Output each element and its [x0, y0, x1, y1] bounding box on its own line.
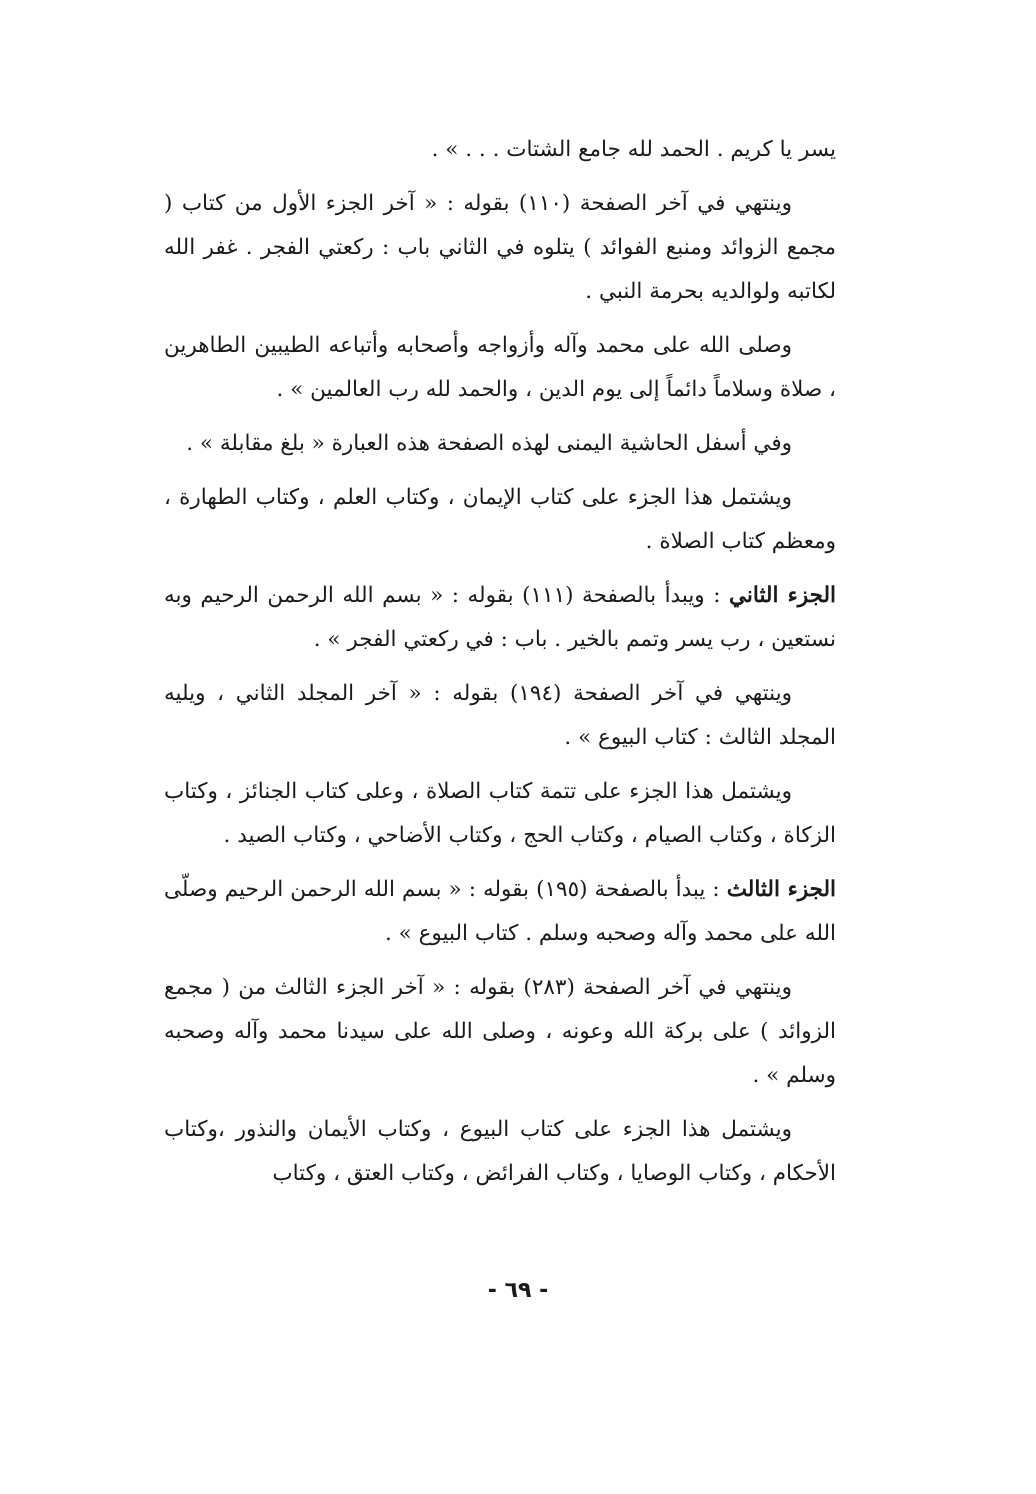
paragraph-part2-ending [164, 672, 836, 760]
part-heading: الجزء الثاني [728, 583, 836, 608]
paragraph-text: وينتهي في آخر الصفحة (٢٨٣) بقوله : « آخر الجزء الثالث من ( مجمع الزوائد ) على بركة الله وعونه ، وصلى الله على سيدنا محمد وآله وصحبه وسلم » . [164, 975, 836, 1088]
paragraph-text: وفي أسفل الحاشية اليمنى لهذه الصفحة هذه العبارة « بلغ مقابلة » . [186, 431, 792, 456]
part-heading: الجزء الثالث [726, 877, 836, 902]
paragraph-part2-start [164, 574, 836, 662]
paragraph-continuation [164, 128, 836, 172]
paragraph-text: وينتهي في آخر الصفحة (١١٠) بقوله : « آخر الجزء الأول من كتاب ( مجمع الزوائد ومنبع الفوائد ) يتلوه في الثاني باب : ركعتي الفجر . غفر الله لكاتبه ولوالديه بحرمة النبي . [164, 191, 836, 304]
page-number: - ٦٩ - [487, 1278, 549, 1303]
paragraph-text: : ويبدأ بالصفحة (١١١) بقوله : « بسم الله الرحمن الرحيم وبه نستعين ، رب يسر وتمم بالخير . باب : في ركعتي الفجر » . [164, 583, 836, 652]
paragraph-part3-ending [164, 966, 836, 1098]
paragraph-margin-note [164, 422, 836, 466]
paragraph-text: وصلى الله على محمد وآله وأزواجه وأصحابه وأتباعه الطيبين الطاهرين ، صلاة وسلاماً دائماً إلى يوم الدين ، والحمد لله رب العالمين » . [164, 333, 836, 402]
paragraph-part1-ending [164, 182, 836, 314]
paragraph-text: ويشتمل هذا الجزء على كتاب البيوع ، وكتاب الأيمان والنذور ،وكتاب الأحكام ، وكتاب الوصايا ، وكتاب الفرائض ، وكتاب العتق ، وكتاب [164, 1117, 836, 1186]
paragraph-text: ويشتمل هذا الجزء على كتاب الإيمان ، وكتاب العلم ، وكتاب الطهارة ، ومعظم كتاب الصلاة . [164, 485, 836, 554]
paragraph-text: وينتهي في آخر الصفحة (١٩٤) بقوله : « آخر المجلد الثاني ، ويليه المجلد الثالث : كتاب البيوع » . [164, 681, 836, 750]
paragraph-part1-contents [164, 476, 836, 564]
paragraph-part3-contents [164, 1108, 836, 1196]
text-column [164, 128, 836, 1206]
paragraph-text: يسر يا كريم . الحمد لله جامع الشتات . . . » . [431, 137, 836, 162]
paragraph-text: : يبدأ بالصفحة (١٩٥) بقوله : « بسم الله الرحمن الرحيم وصلّى الله على محمد وآله وصحبه وسلم . كتاب البيوع » . [164, 877, 836, 946]
paragraph-part2-contents [164, 770, 836, 858]
paragraph-text: ويشتمل هذا الجزء على تتمة كتاب الصلاة ، وعلى كتاب الجنائز ، وكتاب الزكاة ، وكتاب الصيام ، وكتاب الحج ، وكتاب الأضاحي ، وكتاب الصيد . [164, 779, 836, 848]
paragraph-part1-blessing [164, 324, 836, 412]
paragraph-part3-start [164, 868, 836, 956]
